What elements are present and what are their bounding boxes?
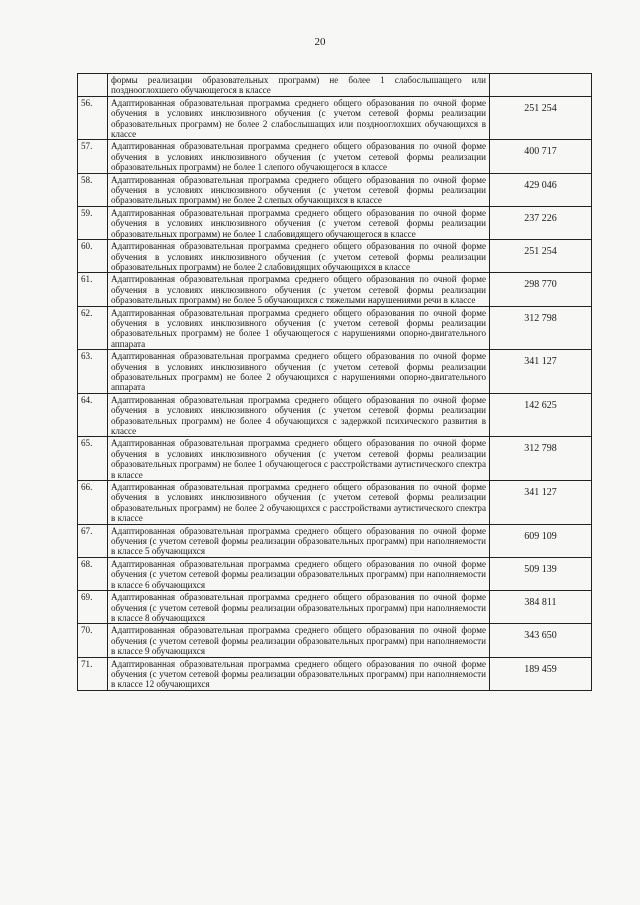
row-value: 298 770 — [490, 273, 592, 306]
row-description: Адаптированная образовательная программа среднего общего образования по очной форме обучения (с учетом сетевой формы реализации образовательных программ) при наполняемости в классе 12 обучающихся — [108, 657, 490, 690]
row-value: 509 139 — [490, 557, 592, 590]
row-number: 65. — [78, 437, 108, 481]
table-body — [78, 74, 592, 691]
cost-table — [77, 73, 592, 691]
row-description: Адаптированная образовательная программа среднего общего образования по очной форме обучения в условиях инклюзивного обучения (с учетом сетевой формы реализации образовательных программ) не более 2 слабовидящих обучающихся в классе — [108, 240, 490, 273]
row-number: 63. — [78, 350, 108, 394]
table-row — [78, 393, 592, 437]
row-value: 609 109 — [490, 524, 592, 557]
table-row — [78, 273, 592, 306]
row-description: Адаптированная образовательная программа среднего общего образования по очной форме обучения (с учетом сетевой формы реализации образовательных программ) при наполняемости в классе 9 обучающихся — [108, 624, 490, 657]
row-value: 312 798 — [490, 437, 592, 481]
row-value: 384 811 — [490, 591, 592, 624]
row-description: Адаптированная образовательная программа среднего общего образования по очной форме обучения в условиях инклюзивного обучения (с учетом сетевой формы реализации образовательных программ) не более 1 обучающегося с расстройствами аутистического спектра в классе — [108, 437, 490, 481]
row-value: 341 127 — [490, 481, 592, 525]
table-row — [78, 173, 592, 206]
table-row — [78, 524, 592, 557]
row-value: 251 254 — [490, 96, 592, 140]
row-number — [78, 74, 108, 97]
table-row — [78, 306, 592, 350]
row-value: 343 650 — [490, 624, 592, 657]
row-value: 237 226 — [490, 206, 592, 239]
row-description: Адаптированная образовательная программа среднего общего образования по очной форме обучения в условиях инклюзивного обучения (с учетом сетевой формы реализации образовательных программ) не более 4 обучающихся с задержкой психического развития в классе — [108, 393, 490, 437]
row-value: 251 254 — [490, 240, 592, 273]
table-row — [78, 74, 592, 97]
row-value: 142 625 — [490, 393, 592, 437]
row-description: Адаптированная образовательная программа среднего общего образования по очной форме обучения (с учетом сетевой формы реализации образовательных программ) при наполняемости в классе 6 обучающихся — [108, 557, 490, 590]
row-description: Адаптированная образовательная программа среднего общего образования по очной форме обучения в условиях инклюзивного обучения (с учетом сетевой формы реализации образовательных программ) не более 1 слепого обучающегося в классе — [108, 140, 490, 173]
row-number: 66. — [78, 481, 108, 525]
row-description: формы реализации образовательных программ) не более 1 слабослышащего или позднооглохшего обучающегося в классе — [108, 74, 490, 97]
row-number: 70. — [78, 624, 108, 657]
row-description: Адаптированная образовательная программа среднего общего образования по очной форме обучения в условиях инклюзивного обучения (с учетом сетевой формы реализации образовательных программ) не более 2 обучающихся с расстройствами аутистического спектра в классе — [108, 481, 490, 525]
row-number: 68. — [78, 557, 108, 590]
row-description: Адаптированная образовательная программа среднего общего образования по очной форме обучения в условиях инклюзивного обучения (с учетом сетевой формы реализации образовательных программ) не более 1 слабовидящего обучающегося в классе — [108, 206, 490, 239]
table-row — [78, 437, 592, 481]
row-description: Адаптированная образовательная программа среднего общего образования по очной форме обучения (с учетом сетевой формы реализации образовательных программ) при наполняемости в классе 8 обучающихся — [108, 591, 490, 624]
table-row — [78, 557, 592, 590]
row-number: 67. — [78, 524, 108, 557]
row-description: Адаптированная образовательная программа среднего общего образования по очной форме обучения в условиях инклюзивного обучения (с учетом сетевой формы реализации образовательных программ) не более 2 слепых обучающихся в классе — [108, 173, 490, 206]
row-number: 64. — [78, 393, 108, 437]
table-row — [78, 96, 592, 140]
table-row — [78, 240, 592, 273]
row-number: 58. — [78, 173, 108, 206]
row-description: Адаптированная образовательная программа среднего общего образования по очной форме обучения в условиях инклюзивного обучения (с учетом сетевой формы реализации образовательных программ) не более 1 обучающегося с нарушениями опорно-двигательного аппарата — [108, 306, 490, 350]
row-description: Адаптированная образовательная программа среднего общего образования по очной форме обучения (с учетом сетевой формы реализации образовательных программ) при наполняемости в классе 5 обучающихся — [108, 524, 490, 557]
row-number: 61. — [78, 273, 108, 306]
table-row — [78, 624, 592, 657]
table-row — [78, 140, 592, 173]
row-value: 189 459 — [490, 657, 592, 690]
row-value: 429 046 — [490, 173, 592, 206]
table-row — [78, 657, 592, 690]
row-value — [490, 74, 592, 97]
table-row — [78, 350, 592, 394]
row-value: 312 798 — [490, 306, 592, 350]
table-row — [78, 206, 592, 239]
row-number: 62. — [78, 306, 108, 350]
row-number: 57. — [78, 140, 108, 173]
row-description: Адаптированная образовательная программа среднего общего образования по очной форме обучения в условиях инклюзивного обучения (с учетом сетевой формы реализации образовательных программ) не более 2 слабослышащих или позднооглохших обучающихся в классе — [108, 96, 490, 140]
row-number: 71. — [78, 657, 108, 690]
row-number: 59. — [78, 206, 108, 239]
page-number: 20 — [314, 36, 326, 48]
row-number: 56. — [78, 96, 108, 140]
row-value: 341 127 — [490, 350, 592, 394]
row-value: 400 717 — [490, 140, 592, 173]
row-number: 69. — [78, 591, 108, 624]
row-description: Адаптированная образовательная программа среднего общего образования по очной форме обучения в условиях инклюзивного обучения (с учетом сетевой формы реализации образовательных программ) не более 2 обучающихся с нарушениями опорно-двигательного аппарата — [108, 350, 490, 394]
row-number: 60. — [78, 240, 108, 273]
table-row — [78, 591, 592, 624]
table-row — [78, 481, 592, 525]
row-description: Адаптированная образовательная программа среднего общего образования по очной форме обучения в условиях инклюзивного обучения (с учетом сетевой формы реализации образовательных программ) не более 5 обучающихся с тяжелыми нарушениями речи в классе — [108, 273, 490, 306]
